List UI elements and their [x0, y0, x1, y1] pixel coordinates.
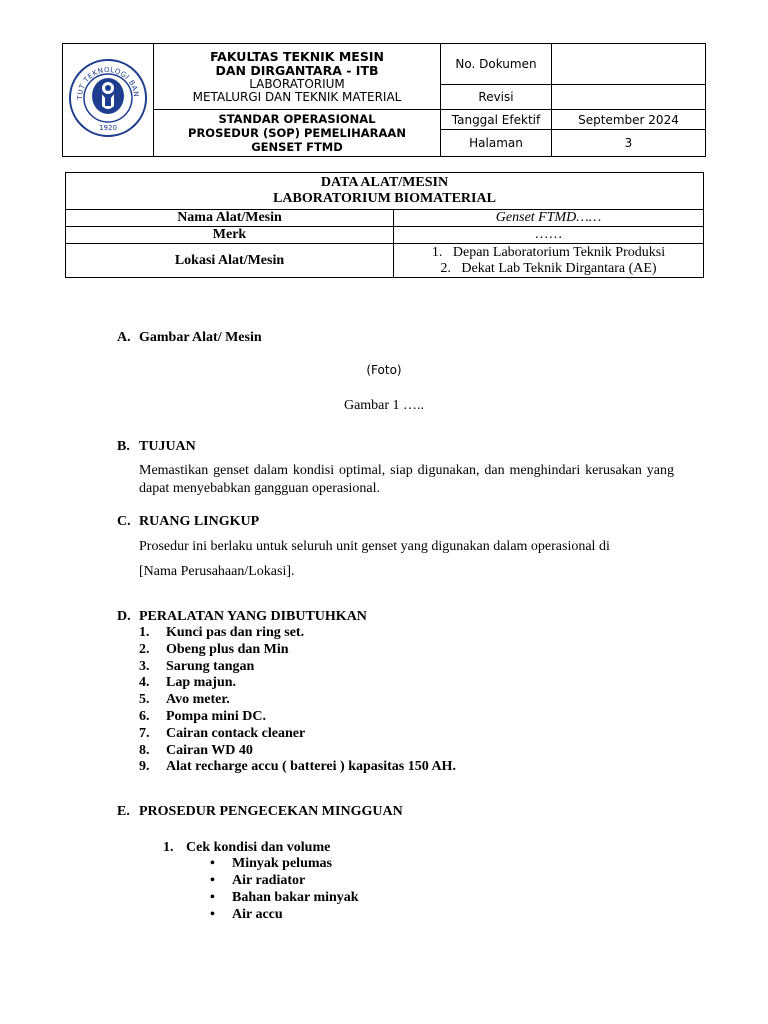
meta-value-revisi: [552, 85, 706, 110]
list-item: 7. Cairan contack cleaner: [139, 725, 306, 741]
meta-label-tanggal: Tanggal Efektif: [441, 110, 552, 130]
list-item: 4. Lap majun.: [139, 675, 237, 691]
meta-label-halaman: Halaman: [441, 130, 552, 157]
header-title-cell: [154, 44, 441, 110]
list-item: • Air radiator: [210, 873, 306, 888]
check-list: [210, 855, 359, 923]
equipment-data-table: [65, 172, 704, 278]
section-a-letter: A.: [117, 330, 131, 345]
location-item: 2. Dekat Lab Teknik Dirgantara (AE): [440, 260, 657, 276]
itb-logo: [68, 58, 148, 138]
lab-line1: LABORATORIUM: [249, 76, 345, 91]
logo-arc-text: TUT TEKNOLOGI BAN: [75, 65, 141, 100]
section-d-letter: D.: [117, 609, 131, 624]
logo-cell: [63, 44, 154, 157]
bullet-icon: •: [210, 856, 215, 871]
bullet-icon: •: [210, 890, 215, 905]
label-merk: Merk: [66, 227, 394, 244]
label-nama-alat: Nama Alat/Mesin: [66, 210, 394, 227]
section-e-title: PROSEDUR PENGECEKAN MINGGUAN: [139, 804, 403, 819]
faculty-line1: FAKULTAS TEKNIK MESIN: [210, 48, 384, 64]
value-merk: ……: [394, 227, 704, 244]
step-num: 1.: [163, 840, 174, 855]
step-title: Cek kondisi dan volume: [186, 840, 331, 855]
bullet-icon: •: [210, 873, 215, 888]
photo-placeholder: (Foto): [366, 363, 402, 377]
list-item: 8. Cairan WD 40: [139, 742, 253, 758]
meta-value-no-dokumen: [552, 44, 706, 85]
section-c-text-line1: Prosedur ini berlaku untuk seluruh unit genset yang digunakan dalam operasional di: [139, 539, 610, 554]
meta-label-no-dokumen: No. Dokumen: [441, 44, 552, 85]
section-c-text-line2: [Nama Perusahaan/Lokasi].: [139, 564, 295, 579]
bullet-icon: •: [210, 907, 215, 922]
document-header: [62, 43, 706, 157]
data-title-line1: DATA ALAT/MESIN: [320, 175, 449, 190]
section-c-title: RUANG LINGKUP: [139, 514, 260, 529]
value-lokasi: [394, 244, 704, 278]
list-item: 3. Sarung tangan: [139, 658, 255, 674]
meta-value-tanggal: September 2024: [552, 110, 706, 130]
list-item: 2. Obeng plus dan Min: [139, 641, 289, 657]
figure-caption: Gambar 1 …..: [343, 398, 425, 413]
ganesha-emblem-icon: [92, 78, 124, 114]
faculty-line2: DAN DIRGANTARA - ITB: [215, 62, 379, 78]
tools-list: [139, 625, 456, 776]
list-item: • Bahan bakar minyak: [210, 890, 359, 905]
label-lokasi: Lokasi Alat/Mesin: [66, 244, 394, 278]
data-table-title: [66, 173, 704, 210]
step-1: [163, 839, 330, 856]
section-e-letter: E.: [117, 804, 130, 819]
meta-value-halaman: 3: [552, 130, 706, 157]
sop-line1: STANDAR OPERASIONAL: [218, 112, 376, 126]
data-title-line2: LABORATORIUM BIOMATERIAL: [273, 191, 496, 206]
list-item: 6. Pompa mini DC.: [139, 708, 266, 724]
list-item: 9. Alat recharge accu ( batterei ) kapasitas 150 AH.: [139, 759, 456, 775]
sop-line2: PROSEDUR (SOP) PEMELIHARAAN: [188, 126, 406, 140]
section-c-letter: C.: [117, 514, 131, 529]
section-b-text: Memastikan genset dalam kondisi optimal, siap digunakan, dan menghindari kerusakan yang dapat menyebabkan gangguan operasional.: [139, 463, 674, 496]
section-d-title: PERALATAN YANG DIBUTUHKAN: [139, 609, 367, 624]
logo-year: 1920: [99, 123, 117, 132]
meta-label-revisi: Revisi: [441, 85, 552, 110]
section-b-title: TUJUAN: [139, 439, 196, 454]
list-item: 5. Avo meter.: [139, 692, 230, 708]
section-b-letter: B.: [117, 439, 130, 454]
list-item: 1. Kunci pas dan ring set.: [139, 625, 305, 640]
list-item: • Air accu: [210, 907, 283, 922]
list-item: • Minyak pelumas: [210, 856, 332, 871]
section-a-title: Gambar Alat/ Mesin: [139, 330, 262, 345]
location-item: 1. Depan Laboratorium Teknik Produksi: [431, 244, 666, 260]
lab-line2: METALURGI DAN TEKNIK MATERIAL: [192, 89, 402, 104]
value-nama-alat: Genset FTMD……: [394, 210, 704, 227]
sop-line3: GENSET FTMD: [251, 140, 343, 154]
sop-title-cell: [154, 110, 441, 157]
